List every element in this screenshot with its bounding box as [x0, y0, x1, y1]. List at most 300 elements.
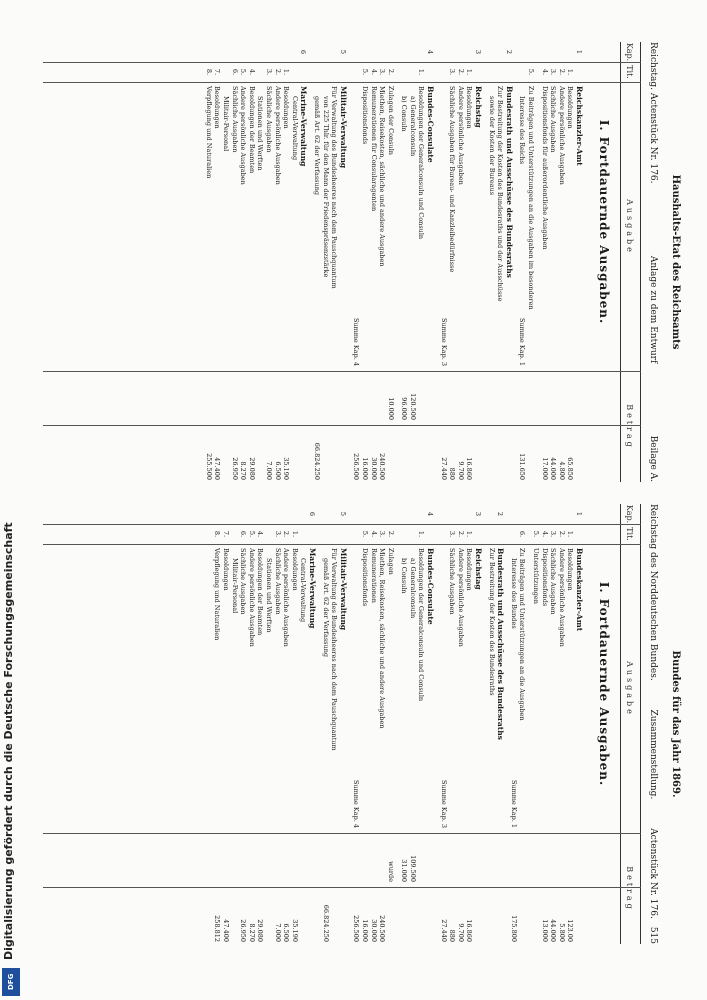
amount: 26.950 — [230, 457, 239, 480]
running-head-left: Reichstag des Norddeutschen Bundes. — [648, 504, 658, 681]
title-number: 3. — [378, 530, 387, 538]
item-description: Sächliche Ausgaben — [549, 86, 558, 153]
ledger-row — [256, 504, 265, 944]
ledger-row — [448, 504, 457, 944]
ledger-row — [330, 504, 339, 944]
item-description: Bundesrath und Ausschüsse des Bundesraths — [504, 86, 514, 278]
right-page — [43, 504, 683, 944]
col-tit-header: Tit. — [625, 527, 635, 541]
ledger-rows — [213, 504, 583, 944]
ledger-row — [540, 42, 549, 482]
item-description: Bundesrath und Ausschüsse des Bundesraths — [496, 548, 506, 740]
title-number: 4. — [540, 68, 549, 76]
title-number: 6. — [230, 68, 239, 76]
title-number: 1. — [417, 530, 426, 538]
amount: 7.000 — [265, 461, 273, 480]
rule-top — [640, 504, 641, 944]
item-description: Für Verwaltung des Bundesheeres nach dem Pauschquantum — [330, 86, 339, 289]
subtotal-label: Summe Kap. 1 — [509, 779, 518, 828]
amount: 258.812 — [213, 915, 222, 942]
ledger-row — [518, 504, 527, 944]
ledger-row — [290, 42, 299, 482]
amount: 16.000 — [360, 919, 369, 942]
ledger-row — [487, 504, 496, 944]
item-description: Andere persönliche Ausgaben — [456, 548, 465, 647]
item-description: Bundes-Consulate — [426, 86, 436, 163]
amount: 44.000 — [549, 919, 558, 942]
chapter-heading-row — [338, 42, 347, 482]
title-number: 8. — [213, 530, 222, 538]
subtotal-label: Summe Kap. 1 — [518, 317, 527, 366]
item-description: Unterstützungen — [532, 548, 541, 604]
amount: 30.000 — [369, 919, 378, 942]
chapter-number: 2 — [496, 511, 505, 517]
amount: 175.800 — [509, 915, 518, 942]
ledger-row — [213, 504, 222, 944]
ledger-row — [247, 42, 256, 482]
ledger-row — [448, 42, 457, 482]
ledger-row — [487, 42, 496, 482]
digitization-notice: Digitalisierung gefördert durch die Deutsche Forschungsgemeinschaft — [2, 522, 15, 960]
item-description: Sächliche Ausgaben — [448, 548, 457, 615]
ledger-row — [386, 42, 395, 482]
item-description: Marine-Verwaltung — [299, 86, 309, 167]
amount: 29.080 — [256, 919, 265, 942]
item-description: Besoldungen der Beamten — [247, 86, 256, 174]
title-number: 5. — [239, 68, 248, 76]
item-description: Besoldungen — [282, 86, 291, 129]
page-title: Haushalts-Etat des Reichsamts — [670, 174, 681, 350]
item-description: Besoldungen — [222, 548, 231, 591]
ledger-row — [221, 504, 230, 944]
amount: 35.190 — [282, 457, 291, 480]
amount: 17.000 — [540, 457, 549, 480]
running-head-subtitle: Zusammenstellung. — [648, 709, 658, 800]
item-description: Sächliche Ausgaben — [549, 548, 558, 615]
amount: 9.700 — [456, 461, 465, 480]
amount: 7.000 — [273, 923, 282, 942]
ledger-row — [549, 504, 558, 944]
title-number: 3. — [378, 68, 387, 76]
title-number: 2. — [282, 530, 291, 538]
amount: 27.440 — [439, 919, 448, 942]
page-title: Bundes für das Jahr 1869. — [670, 650, 681, 798]
subtotal-label: Summe Kap. 4 — [352, 779, 361, 828]
chapter-number: 2 — [504, 49, 513, 55]
chapter-heading-row — [574, 504, 583, 944]
chapter-heading-row — [299, 42, 308, 482]
chapter-heading-row — [307, 504, 316, 944]
item-description: Marine-Verwaltung — [307, 548, 317, 629]
amount: 4.800 — [557, 461, 566, 480]
chapter-number: 5 — [338, 511, 347, 517]
item-description: Sächliche Ausgaben — [265, 86, 273, 153]
item-description: Besoldungen — [465, 86, 474, 129]
item-description: Dispositionsfonds — [360, 86, 369, 145]
subtotal-row — [439, 42, 448, 482]
item-description: Reichskanzler-Amt — [575, 86, 584, 166]
amount: 256.500 — [352, 453, 361, 480]
ledger-row — [221, 42, 230, 482]
item-description: Andere persönliche Ausgaben — [557, 548, 566, 647]
title-number: 5. — [527, 68, 536, 76]
sub-amount: 31.000 — [400, 859, 409, 882]
item-description: sowie der Kosten der Bureaus — [487, 96, 496, 196]
ledger-row — [299, 504, 308, 944]
amount: 256.500 — [352, 915, 361, 942]
item-description: Verpflegung und Naturalien — [204, 86, 213, 179]
ledger-row — [369, 42, 378, 482]
subtotal-row — [352, 504, 361, 944]
chapter-heading-row — [426, 504, 435, 944]
item-description: Reichstag — [474, 548, 484, 590]
column-headers — [623, 504, 637, 944]
section-heading: I. Fortdauernde Ausgaben. — [597, 581, 611, 787]
item-description: Reichstag — [474, 86, 484, 128]
amount: 8.270 — [247, 923, 256, 942]
ledger-row — [213, 42, 222, 482]
amount: 8.270 — [239, 461, 248, 480]
ledger-row — [417, 42, 426, 482]
item-description: Sächliche Ausgaben — [239, 548, 248, 615]
chapter-number: 5 — [338, 49, 347, 55]
ledger-row — [239, 42, 248, 482]
amount: 131.650 — [518, 453, 527, 480]
rule-header-bottom — [620, 504, 621, 944]
sub-amount: 96.000 — [400, 397, 409, 420]
ledger-row — [264, 504, 273, 944]
ledger-row — [282, 42, 291, 482]
title-number: 2. — [273, 68, 282, 76]
amount: 6.500 — [273, 461, 282, 480]
sub-amount: wurde — [386, 861, 395, 882]
item-description: Dispositionsfonds — [360, 548, 369, 607]
amount: 30.000 — [369, 457, 378, 480]
ledger-row — [456, 504, 465, 944]
title-number: 3. — [265, 68, 273, 76]
title-number: 2. — [557, 530, 566, 538]
item-description: Andere persönliche Ausgaben — [456, 86, 465, 185]
item-description: Interesse des Reichs Summe Kap. 1 — [518, 82, 527, 370]
ledger-row — [273, 504, 282, 944]
item-description: Zu Beiträgen und Unterstützungen an die Ausgaben — [518, 548, 527, 721]
running-head-right: Actenstück Nr. 176. — [648, 828, 658, 919]
chapter-heading-row — [504, 42, 513, 482]
title-number: 3. — [448, 530, 457, 538]
chapter-number: 6 — [299, 49, 308, 55]
item-description: Central-Verwaltung — [290, 96, 299, 161]
subtotal-row — [509, 504, 518, 944]
item-description: Besoldungen der Generalconsuln und Consuln — [417, 86, 426, 240]
title-number: 4. — [540, 530, 549, 538]
ledger-row — [264, 42, 273, 482]
sub-amount: 10.000 — [386, 397, 395, 420]
ledger-row — [557, 504, 566, 944]
item-description: Zulagen der Consuln — [386, 86, 395, 155]
rule-top — [640, 42, 641, 482]
running-head — [645, 42, 661, 482]
item-description: Militair-Verwaltung — [338, 548, 348, 631]
title-number: 2. — [456, 530, 465, 538]
item-description: Besoldungen — [566, 86, 575, 129]
amount: 65.850 — [566, 457, 575, 480]
ledger-row — [566, 504, 575, 944]
subtotal-label: Summe Kap. 4 — [352, 317, 361, 366]
dfg-logo: DFG — [2, 968, 20, 996]
item-description: Interesse des Bundes Summe Kap. 1 — [509, 544, 518, 832]
section-heading: I. Fortdauernde Ausgaben. — [597, 119, 611, 325]
ledger-row — [417, 504, 426, 944]
subtotal-label: Summe Kap. 3 — [439, 317, 448, 366]
item-description: Remunerationen — [369, 548, 378, 603]
ledger-row — [230, 504, 239, 944]
item-description: Miethen, Reisekosten, sächliche und andere Ausgaben — [378, 548, 387, 729]
ledger-row — [360, 42, 369, 482]
title-number: 2. — [557, 68, 566, 76]
subtotal-label: Summe Kap. 3 — [439, 779, 448, 828]
chapter-number: 6 — [307, 511, 316, 517]
footer-bar — [0, 0, 22, 1000]
ledger-row — [566, 42, 575, 482]
item-description: gemäß Art. 62 der Verfassung — [321, 558, 330, 658]
chapter-number: 1 — [575, 49, 583, 55]
ledger-row — [408, 504, 417, 944]
item-description: b) Consuln — [400, 558, 409, 594]
item-description: a) Generalconsuln — [408, 558, 417, 619]
title-number: 6. — [518, 530, 527, 538]
item-description: Militair-Personal — [230, 558, 239, 614]
amount: 16.860 — [465, 919, 474, 942]
title-number: 3. — [273, 530, 282, 538]
item-description — [352, 82, 361, 370]
amount: 6.500 — [282, 923, 291, 942]
ledger-row — [360, 504, 369, 944]
item-description: Militair-Verwaltung — [338, 86, 348, 169]
title-number: 3. — [549, 68, 558, 76]
amount: 123.00 — [566, 919, 575, 942]
col-ausgabe-header: Ausgabe — [625, 661, 635, 717]
title-number: 1. — [566, 530, 575, 538]
ledger-row — [378, 42, 387, 482]
item-description: Zulagen — [386, 548, 395, 575]
ledger-row — [321, 504, 330, 944]
ledger-row — [496, 42, 505, 482]
ledger-row — [282, 504, 291, 944]
amount: 13.000 — [540, 919, 549, 942]
chapter-heading-row — [426, 42, 435, 482]
amount: 9.700 — [456, 923, 465, 942]
title-number: 2. — [386, 68, 395, 76]
amount: 35.190 — [290, 919, 299, 942]
amount: 16.860 — [465, 457, 474, 480]
ledger-row — [465, 42, 474, 482]
ledger-row — [312, 42, 321, 482]
item-description — [439, 82, 448, 370]
amount: 26.950 — [239, 919, 248, 942]
item-description: Andere persönliche Ausgaben — [239, 86, 248, 185]
item-description: Zur Bestreitung der Kosten des Bundesraths und der Ausschüsse — [496, 86, 505, 302]
item-description: Besoldungen der Beamten — [256, 548, 265, 636]
item-description: Bundes-Consulate — [426, 548, 436, 625]
title-number: 4. — [247, 68, 256, 76]
title-number: 5. — [360, 68, 369, 76]
item-description: Besoldungen — [465, 548, 474, 591]
chapter-number: 3 — [474, 49, 483, 55]
ledger-row — [549, 42, 558, 482]
amount: 47.400 — [213, 457, 222, 480]
title-number: 3. — [448, 68, 457, 76]
item-description: Central-Verwaltung — [299, 558, 308, 623]
ledger-row — [230, 42, 239, 482]
item-description: Verpflegung und Naturalien — [213, 548, 222, 641]
page-number: 515 — [648, 926, 658, 944]
ledger-row — [290, 504, 299, 944]
chapter-heading-row — [473, 504, 482, 944]
ledger-row — [400, 504, 409, 944]
item-description: Militair-Personal — [222, 96, 231, 152]
item-description: Besoldungen — [213, 86, 222, 129]
amount: 29.080 — [247, 457, 256, 480]
running-head — [645, 504, 661, 944]
rule-header-bottom — [620, 42, 621, 482]
item-description: Besoldungen — [566, 548, 575, 591]
col-betrag-header: Betrag — [625, 866, 635, 912]
item-description: Sächliche Ausgaben — [273, 548, 282, 615]
amount: 240.500 — [378, 453, 387, 480]
item-description: Zu Beiträgen und Unterstützungen an die Ausgaben im besonderen — [527, 86, 536, 310]
ledger-row — [456, 42, 465, 482]
title-number: 1. — [465, 68, 474, 76]
item-description — [352, 544, 361, 832]
ledger-row — [321, 42, 330, 482]
item-description: Sächliche Ausgaben für Bureau- und Kanzleibedürfnisse — [448, 86, 457, 273]
amount: 880 — [448, 467, 457, 480]
item-description: Miethen, Reisekosten, sächliche und andere Ausgaben — [378, 86, 387, 267]
amount: 16.000 — [360, 457, 369, 480]
title-number: 1. — [282, 68, 291, 76]
title-number: 8. — [204, 68, 213, 76]
ledger-row — [400, 42, 409, 482]
ledger-row — [465, 504, 474, 944]
chapter-number: 4 — [426, 49, 435, 55]
ledger-row — [408, 42, 417, 482]
col-kap-header: Kap. — [625, 42, 635, 62]
chapter-number: 4 — [426, 511, 435, 517]
ledger-row — [557, 42, 566, 482]
title-number: 5. — [247, 530, 256, 538]
ledger-row — [256, 42, 265, 482]
item-description: b) Consuln — [400, 96, 409, 132]
chapter-heading-row — [574, 42, 583, 482]
left-page — [43, 42, 683, 482]
ledger-row — [369, 504, 378, 944]
title-number: 4. — [369, 530, 378, 538]
ledger-row — [204, 42, 213, 482]
chapter-heading-row — [496, 504, 505, 944]
title-number: 5. — [360, 530, 369, 538]
title-number: 5. — [532, 530, 541, 538]
col-ausgabe-header: Ausgabe — [625, 199, 635, 255]
sub-amount: 120.500 — [408, 393, 417, 420]
item-description: Dispositionsfonds für außerordentliche Ausgaben — [540, 86, 549, 250]
title-number: 1. — [566, 68, 575, 76]
subtotal-row — [518, 42, 527, 482]
ledger-row — [378, 504, 387, 944]
title-number: 1. — [465, 530, 474, 538]
item-description: Andere persönliche Ausgaben — [247, 548, 256, 647]
item-description: a) Generalconsuln — [408, 96, 417, 157]
item-description: Andere persönliche Ausgaben — [273, 86, 282, 185]
item-description: Stationen und Werften — [256, 96, 265, 171]
amount: 66.824.250 — [321, 904, 330, 942]
title-number: 6. — [239, 530, 248, 538]
column-headers — [623, 42, 637, 482]
ledger-row — [247, 504, 256, 944]
item-description: Andere persönliche Ausgaben — [282, 548, 291, 647]
item-description: gemäß Art. 62 der Verfassung — [312, 96, 321, 196]
item-description: Dispositionsfonds — [540, 548, 549, 607]
item-description: Für Verwaltung des Bundesheeres nach dem Pauschquantum — [330, 548, 339, 751]
ledger-rows — [204, 42, 583, 482]
ledger-row — [239, 504, 248, 944]
title-number: 1. — [290, 530, 299, 538]
ledger-row — [526, 42, 535, 482]
item-description: Besoldungen — [290, 548, 299, 591]
col-kap-header: Kap. — [625, 504, 635, 524]
item-description: von 225 Thlr. für den Mann der Friedenspräsenzstärke — [321, 96, 330, 278]
title-number: 2. — [456, 68, 465, 76]
amount: 44.000 — [549, 457, 558, 480]
title-number: 7. — [213, 68, 222, 76]
amount: 27.440 — [439, 457, 448, 480]
rotated-spread — [43, 42, 683, 942]
amount: 5.800 — [557, 923, 566, 942]
ledger-row — [273, 42, 282, 482]
subtotal-row — [439, 504, 448, 944]
ledger-row — [330, 42, 339, 482]
chapter-number: 1 — [575, 511, 583, 517]
item-description: Stationen und Werften — [265, 558, 273, 633]
sub-amount: 109.500 — [408, 855, 417, 882]
item-description: Bundeskanzler-Amt — [575, 548, 584, 632]
running-head-left: Reichstag. Actenstück Nr. 176. — [648, 42, 658, 184]
ledger-row — [540, 504, 549, 944]
item-description: Andere persönliche Ausgaben — [557, 86, 566, 185]
title-number: 4. — [369, 68, 378, 76]
item-description — [439, 544, 448, 832]
amount: 255.500 — [204, 453, 213, 480]
chapter-number: 3 — [474, 511, 483, 517]
amount: 240.500 — [378, 915, 387, 942]
chapter-heading-row — [338, 504, 347, 944]
item-description: Zur Bestreitung der Kosten des Bundesraths — [487, 548, 496, 696]
amount: 880 — [448, 929, 457, 942]
chapter-heading-row — [473, 42, 482, 482]
amount: 66.824.250 — [312, 442, 321, 480]
col-betrag-header: Betrag — [625, 404, 635, 450]
amount: 47.400 — [222, 919, 231, 942]
col-tit-header: Tit. — [625, 65, 635, 79]
title-number: 4. — [256, 530, 265, 538]
title-number: 3. — [549, 530, 558, 538]
title-number: 1. — [417, 68, 426, 76]
item-description: Remunerationen für Consularagenten — [369, 86, 378, 212]
ledger-row — [531, 504, 540, 944]
title-number: 7. — [222, 530, 231, 538]
item-description: Sächliche Ausgaben — [230, 86, 239, 153]
item-description: Besoldungen der Generalconsuln und Consuln — [417, 548, 426, 702]
ledger-row — [386, 504, 395, 944]
